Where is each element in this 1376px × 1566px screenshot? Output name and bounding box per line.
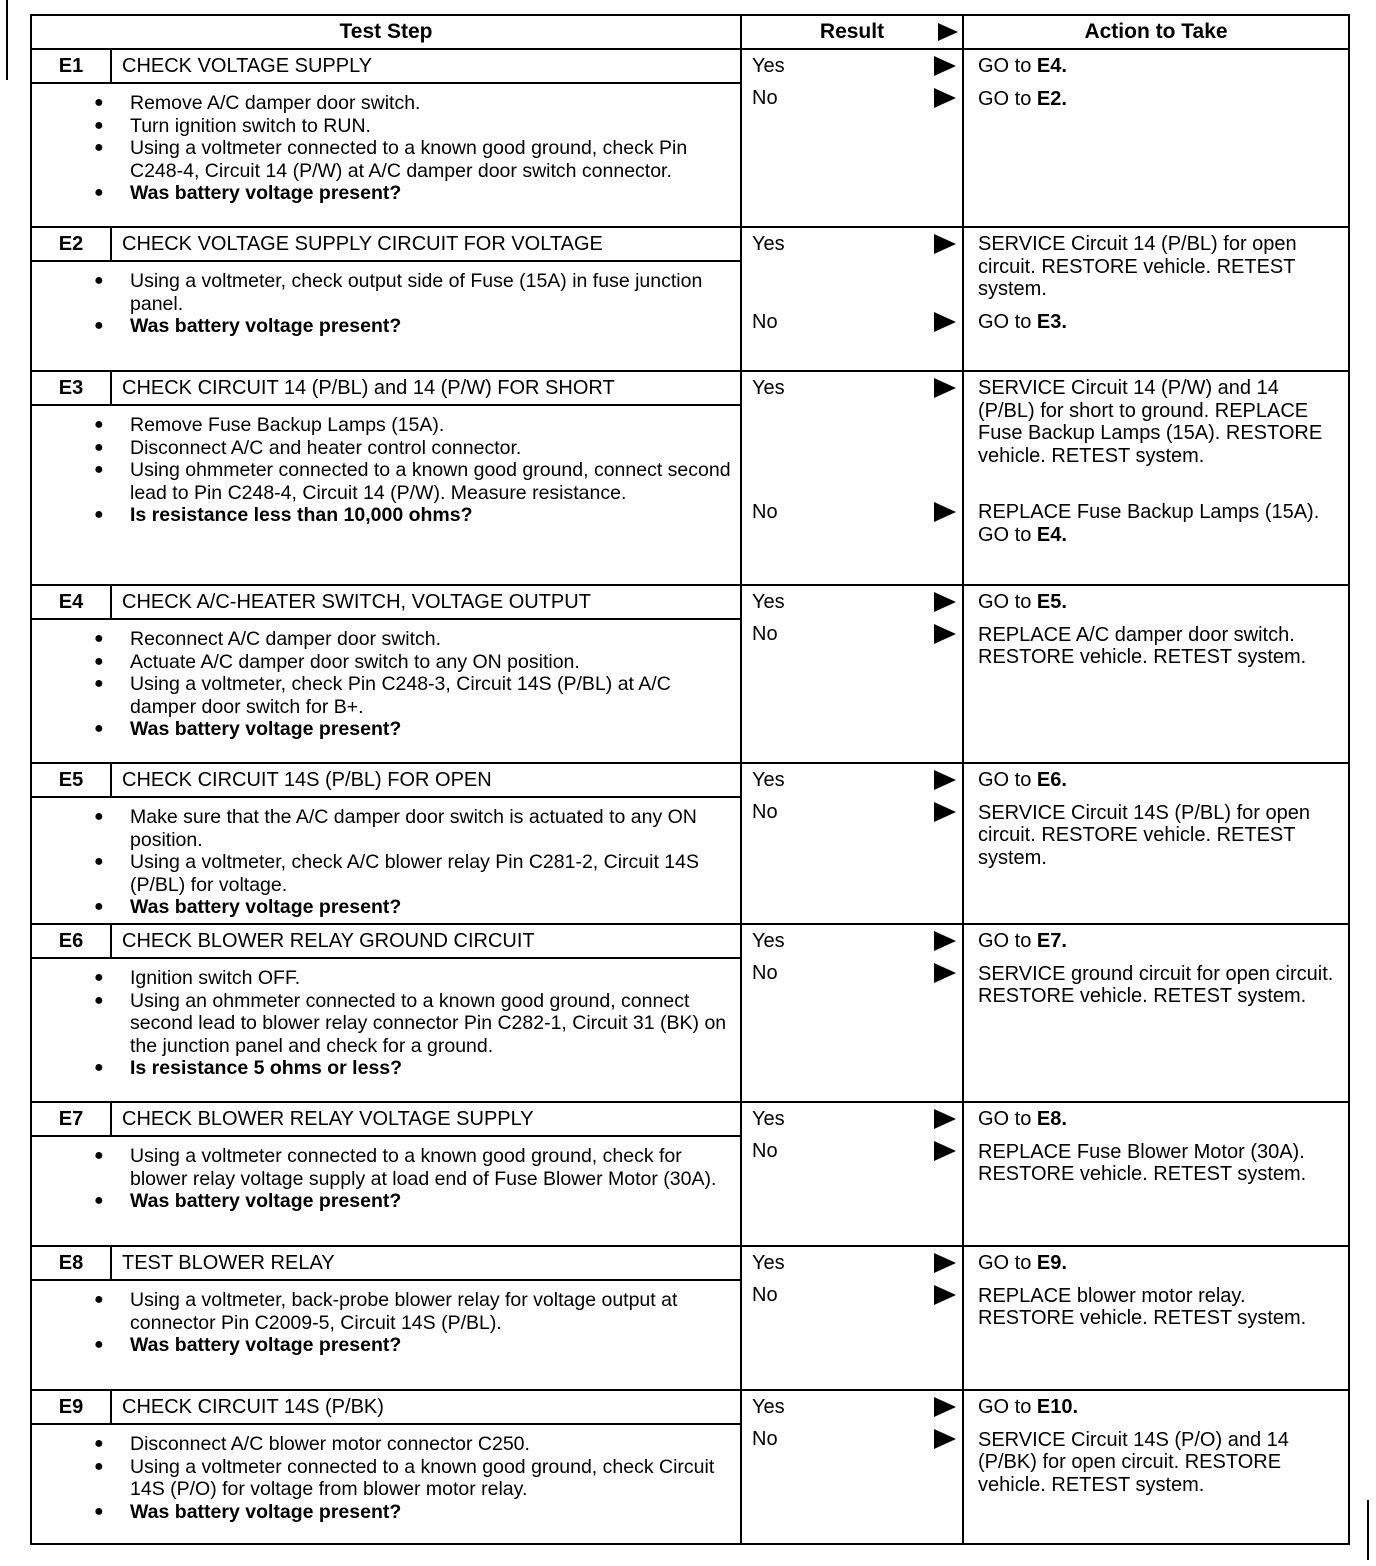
action-text — [964, 925, 1348, 958]
result-cell — [741, 924, 963, 1102]
result-line — [742, 1391, 962, 1423]
action-instruction: GO to — [978, 1251, 1037, 1274]
step-id: E8 — [32, 1247, 112, 1279]
action-instruction: GO to — [978, 311, 1037, 333]
result-arrow-icon — [934, 802, 956, 822]
action-text — [964, 1247, 1348, 1280]
result-label: Yes — [752, 1251, 785, 1274]
step-question: ● Was battery voltage present? — [130, 315, 732, 338]
step-title: CHECK BLOWER RELAY VOLTAGE SUPPLY — [122, 1107, 534, 1130]
step-title: CHECK CIRCUIT 14S (P/BK) — [122, 1395, 384, 1418]
left-edge-mark — [6, 0, 8, 80]
result-line — [742, 1135, 962, 1167]
action-text — [964, 586, 1348, 619]
step-row — [31, 585, 1349, 763]
steps-body — [31, 49, 1349, 1544]
action-instruction: SERVICE Circuit 14 (P/W) and 14 (P/BL) for short to ground. REPLACE Fuse Backup Lamps (15A). RESTORE vehicle. RETEST system. — [978, 377, 1323, 467]
step-bullet: ● Reconnect A/C damper door switch. — [130, 628, 732, 651]
result-line — [742, 925, 962, 957]
action-text — [964, 1103, 1348, 1136]
step-id: E5 — [32, 764, 112, 796]
action-text — [964, 619, 1348, 674]
action-text — [964, 1136, 1348, 1191]
step-bullets — [32, 620, 740, 745]
result-arrow-icon — [934, 1285, 956, 1305]
result-label: Yes — [752, 769, 785, 791]
step-row — [31, 227, 1349, 371]
result-arrow-icon — [934, 1253, 956, 1273]
step-bullets — [32, 262, 740, 342]
action-instruction: SERVICE Circuit 14S (P/BL) for open circuit. RESTORE vehicle. RETEST system. — [978, 801, 1310, 869]
action-instruction: REPLACE Fuse Backup Lamps (15A). GO to — [978, 501, 1320, 546]
step-row — [31, 924, 1349, 1102]
action-step-ref: E2. — [1036, 87, 1067, 110]
result-cell — [741, 1390, 963, 1544]
step-id: E7 — [32, 1103, 112, 1135]
header-result-label: Result — [819, 20, 885, 43]
header-row — [31, 15, 1349, 49]
step-header — [32, 1391, 740, 1425]
test-step-cell — [31, 924, 741, 1102]
result-label: No — [752, 87, 778, 109]
result-line — [742, 796, 962, 828]
step-header — [32, 1247, 740, 1281]
result-label: No — [752, 623, 778, 645]
step-id: E2 — [32, 228, 112, 260]
result-label: Yes — [752, 1107, 785, 1130]
action-instruction: SERVICE Circuit 14 (P/BL) for open circuit. RESTORE vehicle. RETEST system. — [978, 233, 1297, 301]
result-label: No — [752, 1139, 778, 1162]
result-line — [742, 1247, 962, 1279]
step-title: CHECK BLOWER RELAY GROUND CIRCUIT — [122, 929, 535, 952]
action-cell — [963, 585, 1349, 763]
result-line — [742, 957, 962, 989]
step-bullet: ● Using a voltmeter connected to a known good ground, check for blower relay voltage supply at load end of Fuse Blower Motor (30A). — [130, 1145, 732, 1190]
result-line — [742, 306, 962, 338]
step-title: CHECK CIRCUIT 14S (P/BL) FOR OPEN — [122, 769, 492, 791]
action-step-ref: E7. — [1036, 929, 1067, 952]
step-bullet: ● Disconnect A/C and heater control connector. — [130, 437, 732, 460]
step-row — [31, 1390, 1349, 1544]
action-step-ref: E6. — [1036, 769, 1067, 791]
result-arrow-icon — [934, 1429, 956, 1449]
step-title: CHECK VOLTAGE SUPPLY — [122, 55, 373, 77]
action-cell — [963, 49, 1349, 227]
result-cell — [741, 1102, 963, 1246]
test-step-cell — [31, 1246, 741, 1390]
result-label: Yes — [752, 377, 785, 399]
result-arrow-icon — [934, 1141, 956, 1161]
result-cell — [741, 371, 963, 585]
action-cell — [963, 924, 1349, 1102]
action-cell — [963, 1102, 1349, 1246]
step-bullet: ● Disconnect A/C blower motor connector C250. — [130, 1433, 732, 1456]
test-step-cell — [31, 1102, 741, 1246]
step-question: ● Was battery voltage present? — [130, 1501, 732, 1524]
result-line — [742, 372, 962, 404]
result-arrow-icon — [934, 1109, 956, 1129]
step-question: ● Was battery voltage present? — [130, 1334, 732, 1357]
action-text — [964, 228, 1348, 306]
test-step-cell — [31, 371, 741, 585]
action-instruction: GO to — [978, 55, 1037, 77]
action-text — [964, 1424, 1348, 1502]
action-text — [964, 958, 1348, 1013]
step-id: E9 — [32, 1391, 112, 1423]
action-text — [964, 496, 1348, 551]
action-instruction: GO to — [978, 1395, 1037, 1418]
action-instruction: SERVICE Circuit 14S (P/O) and 14 (P/BK) for open circuit. RESTORE vehicle. RETEST system. — [978, 1428, 1289, 1496]
header-test-step: Test Step — [31, 15, 741, 49]
step-question: ● Was battery voltage present? — [130, 182, 732, 205]
result-line — [742, 496, 962, 528]
result-cell — [741, 1246, 963, 1390]
result-arrow-icon — [934, 234, 956, 254]
result-arrow-icon — [934, 770, 956, 790]
action-instruction: GO to — [978, 87, 1037, 110]
result-line — [742, 586, 962, 618]
step-bullet: ● Make sure that the A/C damper door switch is actuated to any ON position. — [130, 806, 732, 851]
step-row — [31, 1102, 1349, 1246]
action-step-ref: E5. — [1036, 591, 1067, 613]
result-arrow-icon — [934, 312, 956, 332]
step-header — [32, 925, 740, 959]
result-arrow-icon — [934, 1397, 956, 1417]
step-title: CHECK CIRCUIT 14 (P/BL) and 14 (P/W) FOR SHORT — [122, 377, 615, 399]
action-text — [964, 83, 1348, 116]
action-text — [964, 50, 1348, 83]
action-cell — [963, 763, 1349, 924]
action-step-ref: E8. — [1036, 1107, 1067, 1130]
action-step-ref: E4. — [1036, 523, 1067, 546]
step-header — [32, 586, 740, 620]
result-cell — [741, 585, 963, 763]
step-row — [31, 371, 1349, 585]
step-question: ● Was battery voltage present? — [130, 718, 732, 741]
action-step-ref: E4. — [1036, 55, 1067, 77]
step-bullet: ● Using a voltmeter, check output side of Fuse (15A) in fuse junction panel. — [130, 270, 732, 315]
result-cell — [741, 227, 963, 371]
action-text — [964, 306, 1348, 339]
action-cell — [963, 1390, 1349, 1544]
result-arrow-icon — [934, 88, 956, 108]
step-row — [31, 1246, 1349, 1390]
action-instruction: REPLACE blower motor relay. RESTORE vehicle. RETEST system. — [978, 1284, 1307, 1330]
result-line — [742, 764, 962, 796]
result-cell — [741, 49, 963, 227]
test-step-cell — [31, 227, 741, 371]
step-question: ● Is resistance 5 ohms or less? — [130, 1057, 732, 1080]
result-line — [742, 82, 962, 114]
step-title: TEST BLOWER RELAY — [122, 1251, 335, 1274]
result-label: Yes — [752, 1395, 785, 1418]
step-header — [32, 50, 740, 84]
step-row — [31, 49, 1349, 227]
step-id: E1 — [32, 50, 112, 82]
result-label: No — [752, 961, 778, 984]
step-bullets — [32, 1281, 740, 1361]
result-arrow-icon — [934, 931, 956, 951]
step-bullets — [32, 84, 740, 209]
result-label: No — [752, 1427, 778, 1450]
step-bullets — [32, 959, 740, 1084]
step-bullet: ● Using a voltmeter, check Pin C248-3, Circuit 14S (P/BL) at A/C damper door switch for B+. — [130, 673, 732, 718]
step-row — [31, 763, 1349, 924]
step-bullet: ● Remove A/C damper door switch. — [130, 92, 732, 115]
step-id: E6 — [32, 925, 112, 957]
result-line — [742, 50, 962, 82]
result-arrow-icon — [934, 378, 956, 398]
result-label: Yes — [752, 929, 785, 952]
step-bullet: ● Remove Fuse Backup Lamps (15A). — [130, 414, 732, 437]
test-step-cell — [31, 49, 741, 227]
step-header — [32, 1103, 740, 1137]
result-line — [742, 228, 962, 260]
step-question: ● Is resistance less than 10,000 ohms? — [130, 504, 732, 527]
result-line — [742, 1423, 962, 1455]
step-bullet: ● Using a voltmeter, back-probe blower relay for voltage output at connector Pin C2009-5, Circuit 14S (P/BL). — [130, 1289, 732, 1334]
test-step-cell — [31, 585, 741, 763]
header-action: Action to Take — [963, 15, 1349, 49]
result-label: Yes — [752, 55, 785, 77]
result-arrow-icon — [934, 624, 956, 644]
result-arrow-icon — [938, 23, 958, 41]
action-instruction: GO to — [978, 769, 1037, 791]
right-edge-mark — [1367, 1500, 1369, 1560]
step-question: ● Was battery voltage present? — [130, 1190, 732, 1213]
action-text — [964, 1280, 1348, 1335]
step-header — [32, 764, 740, 798]
step-bullet: ● Actuate A/C damper door switch to any ON position. — [130, 651, 732, 674]
step-title: CHECK VOLTAGE SUPPLY CIRCUIT FOR VOLTAGE — [122, 233, 603, 255]
step-bullet: ● Using a voltmeter connected to a known good ground, check Circuit 14S (P/O) for voltage from blower motor relay. — [130, 1456, 732, 1501]
step-id: E4 — [32, 586, 112, 618]
result-label: No — [752, 801, 778, 823]
action-text — [964, 764, 1348, 797]
action-cell — [963, 1246, 1349, 1390]
result-label: No — [752, 311, 778, 333]
result-arrow-icon — [934, 56, 956, 76]
diagnostic-table — [30, 14, 1350, 1545]
header-result — [741, 15, 963, 49]
step-header — [32, 228, 740, 262]
action-cell — [963, 371, 1349, 585]
step-bullet: ● Ignition switch OFF. — [130, 967, 732, 990]
step-title: CHECK A/C-HEATER SWITCH, VOLTAGE OUTPUT — [122, 591, 591, 613]
step-bullets — [32, 1137, 740, 1217]
action-step-ref: E10. — [1036, 1395, 1079, 1418]
step-bullet: ● Using ohmmeter connected to a known good ground, connect second lead to Pin C248-4, Circuit 14 (P/W). Measure resistance. — [130, 459, 732, 504]
action-cell — [963, 227, 1349, 371]
step-question: ● Was battery voltage present? — [130, 896, 732, 919]
step-bullet: ● Turn ignition switch to RUN. — [130, 115, 732, 138]
test-step-cell — [31, 763, 741, 924]
action-text — [964, 797, 1348, 875]
step-bullets — [32, 406, 740, 531]
result-label: Yes — [752, 233, 785, 255]
result-line — [742, 1279, 962, 1311]
step-header — [32, 372, 740, 406]
action-instruction: REPLACE A/C damper door switch. RESTORE vehicle. RETEST system. — [978, 623, 1307, 669]
step-bullets — [32, 1425, 740, 1527]
action-step-ref: E9. — [1036, 1251, 1067, 1274]
step-bullets — [32, 798, 740, 923]
test-step-cell — [31, 1390, 741, 1544]
result-label: No — [752, 501, 778, 523]
result-label: Yes — [752, 591, 785, 613]
action-instruction: GO to — [978, 591, 1037, 613]
action-text — [964, 1391, 1348, 1424]
step-id: E3 — [32, 372, 112, 404]
action-instruction: SERVICE ground circuit for open circuit. RESTORE vehicle. RETEST system. — [978, 962, 1334, 1008]
result-arrow-icon — [934, 963, 956, 983]
action-instruction: REPLACE Fuse Blower Motor (30A). RESTORE vehicle. RETEST system. — [978, 1140, 1307, 1186]
result-label: No — [752, 1283, 778, 1306]
result-arrow-icon — [934, 502, 956, 522]
result-line — [742, 618, 962, 650]
action-step-ref: E3. — [1036, 311, 1067, 333]
step-bullet: ● Using a voltmeter connected to a known good ground, check Pin C248-4, Circuit 14 (P/W) at A/C damper door switch connector. — [130, 137, 732, 182]
action-text — [964, 372, 1348, 496]
step-bullet: ● Using an ohmmeter connected to a known good ground, connect second lead to blower relay connector Pin C282-1, Circuit 31 (BK) on the junction panel and check for a ground. — [130, 990, 732, 1058]
action-instruction: GO to — [978, 929, 1037, 952]
result-line — [742, 1103, 962, 1135]
action-instruction: GO to — [978, 1107, 1037, 1130]
step-bullet: ● Using a voltmeter, check A/C blower relay Pin C281-2, Circuit 14S (P/BL) for voltage. — [130, 851, 732, 896]
result-cell — [741, 763, 963, 924]
result-arrow-icon — [934, 592, 956, 612]
